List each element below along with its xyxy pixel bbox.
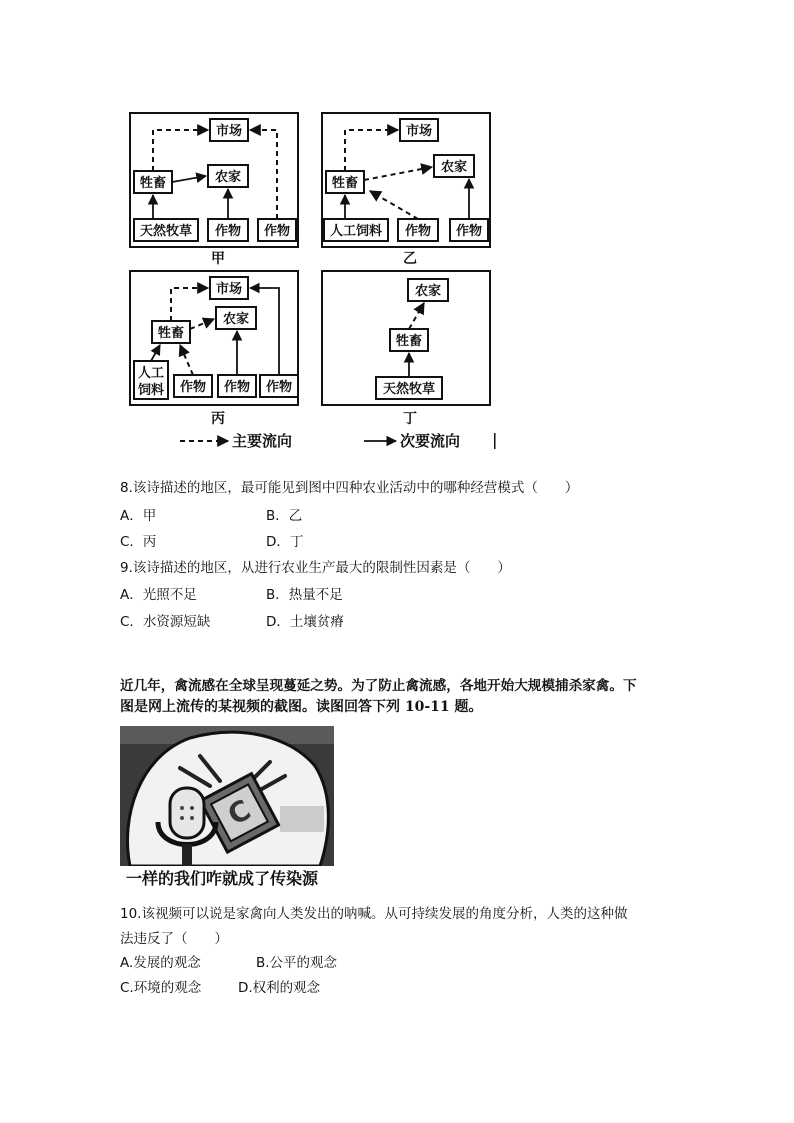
- arrow-main: [250, 130, 277, 219]
- q9-option-a[interactable]: A．光照不足: [120, 587, 197, 603]
- node-market-label: 市场: [215, 124, 243, 139]
- q10-option-b[interactable]: B.公平的观念: [256, 955, 338, 971]
- passage-line-1: 近几年，禽流感在全球呈现蔓延之势。为了防止禽流感，各地开始大规模捕杀家禽。下: [120, 678, 637, 694]
- node-crop-label: 作物: [214, 224, 242, 239]
- svg-text:C: C: [222, 793, 257, 832]
- q10-option-d[interactable]: D.权利的观念: [238, 980, 321, 996]
- panel-jia: [130, 113, 298, 267]
- cartoon-video-screenshot: [120, 726, 334, 866]
- q9-option-d[interactable]: D．土壤贫瘠: [266, 614, 344, 630]
- node-crop-label: 作物: [404, 224, 432, 239]
- legend-secondary-label: 次要流向: [400, 432, 461, 450]
- q9-option-c[interactable]: C．水资源短缺: [120, 614, 211, 630]
- panel-bing: [130, 271, 298, 427]
- node-livestock-label: 牲畜: [139, 176, 167, 191]
- q8-option-b[interactable]: B．乙: [266, 508, 303, 524]
- node-market-label: 市场: [405, 124, 433, 139]
- node-feed-label: 饲料: [137, 383, 165, 398]
- arrow-main: [153, 130, 208, 171]
- question-8-stem: 8.该诗描述的地区，最可能见到图中四种农业活动中的哪种经营模式（ ）: [120, 480, 579, 496]
- node-pasture-label: 天然牧草: [382, 382, 436, 397]
- node-crop-label: 作物: [179, 380, 207, 395]
- q8-option-c[interactable]: C．丙: [120, 534, 157, 550]
- node-pasture-label: 天然牧草: [139, 224, 193, 239]
- question-10-stem-line-2: 法违反了（ ）: [120, 931, 228, 947]
- panel-ding: [322, 271, 490, 427]
- q10-option-a[interactable]: A.发展的观念: [120, 955, 201, 971]
- node-farm-label: 农家: [222, 312, 250, 327]
- legend: [180, 432, 496, 450]
- cartoon-caption: 一样的我们咋就成了传染源: [126, 869, 319, 888]
- node-crop-label: 作物: [223, 380, 251, 395]
- node-feed-label: 人工: [137, 366, 165, 381]
- question-10-stem-line-1: 10.该视频可以说是家禽向人类发出的呐喊。从可持续发展的角度分析，人类的这种做: [120, 906, 628, 922]
- q9-option-b[interactable]: B．热量不足: [266, 587, 343, 603]
- node-market-label: 市场: [215, 282, 243, 297]
- node-crop-label: 作物: [265, 380, 293, 395]
- node-feed-label: 人工饲料: [329, 224, 383, 239]
- q8-option-d[interactable]: D．丁: [266, 534, 304, 550]
- node-livestock-label: 牲畜: [395, 334, 423, 349]
- node-crop-label: 作物: [263, 224, 291, 239]
- panel-yi: [322, 113, 490, 267]
- agriculture-flow-diagram: [120, 105, 510, 457]
- arrow-secondary: [172, 176, 206, 182]
- panel-label: 丙: [211, 411, 225, 427]
- node-livestock-label: 牲畜: [331, 176, 359, 191]
- q8-option-a[interactable]: A．甲: [120, 508, 157, 524]
- panel-label: 丁: [403, 411, 417, 427]
- panel-label: 甲: [211, 251, 225, 267]
- panel-label: 乙: [403, 251, 417, 267]
- passage-line-2: 图是网上流传的某视频的截图。读图回答下列 10-11 题。: [120, 699, 483, 715]
- question-9-stem: 9.该诗描述的地区，从进行农业生产最大的限制性因素是（ ）: [120, 560, 511, 576]
- q10-option-c[interactable]: C.环境的观念: [120, 980, 202, 996]
- node-farm-label: 农家: [440, 160, 468, 175]
- node-farm-label: 农家: [214, 170, 242, 185]
- node-farm-label: 农家: [414, 284, 442, 299]
- node-livestock-label: 牲畜: [157, 326, 185, 341]
- legend-main-label: 主要流向: [232, 432, 293, 450]
- node-crop-label: 作物: [455, 224, 483, 239]
